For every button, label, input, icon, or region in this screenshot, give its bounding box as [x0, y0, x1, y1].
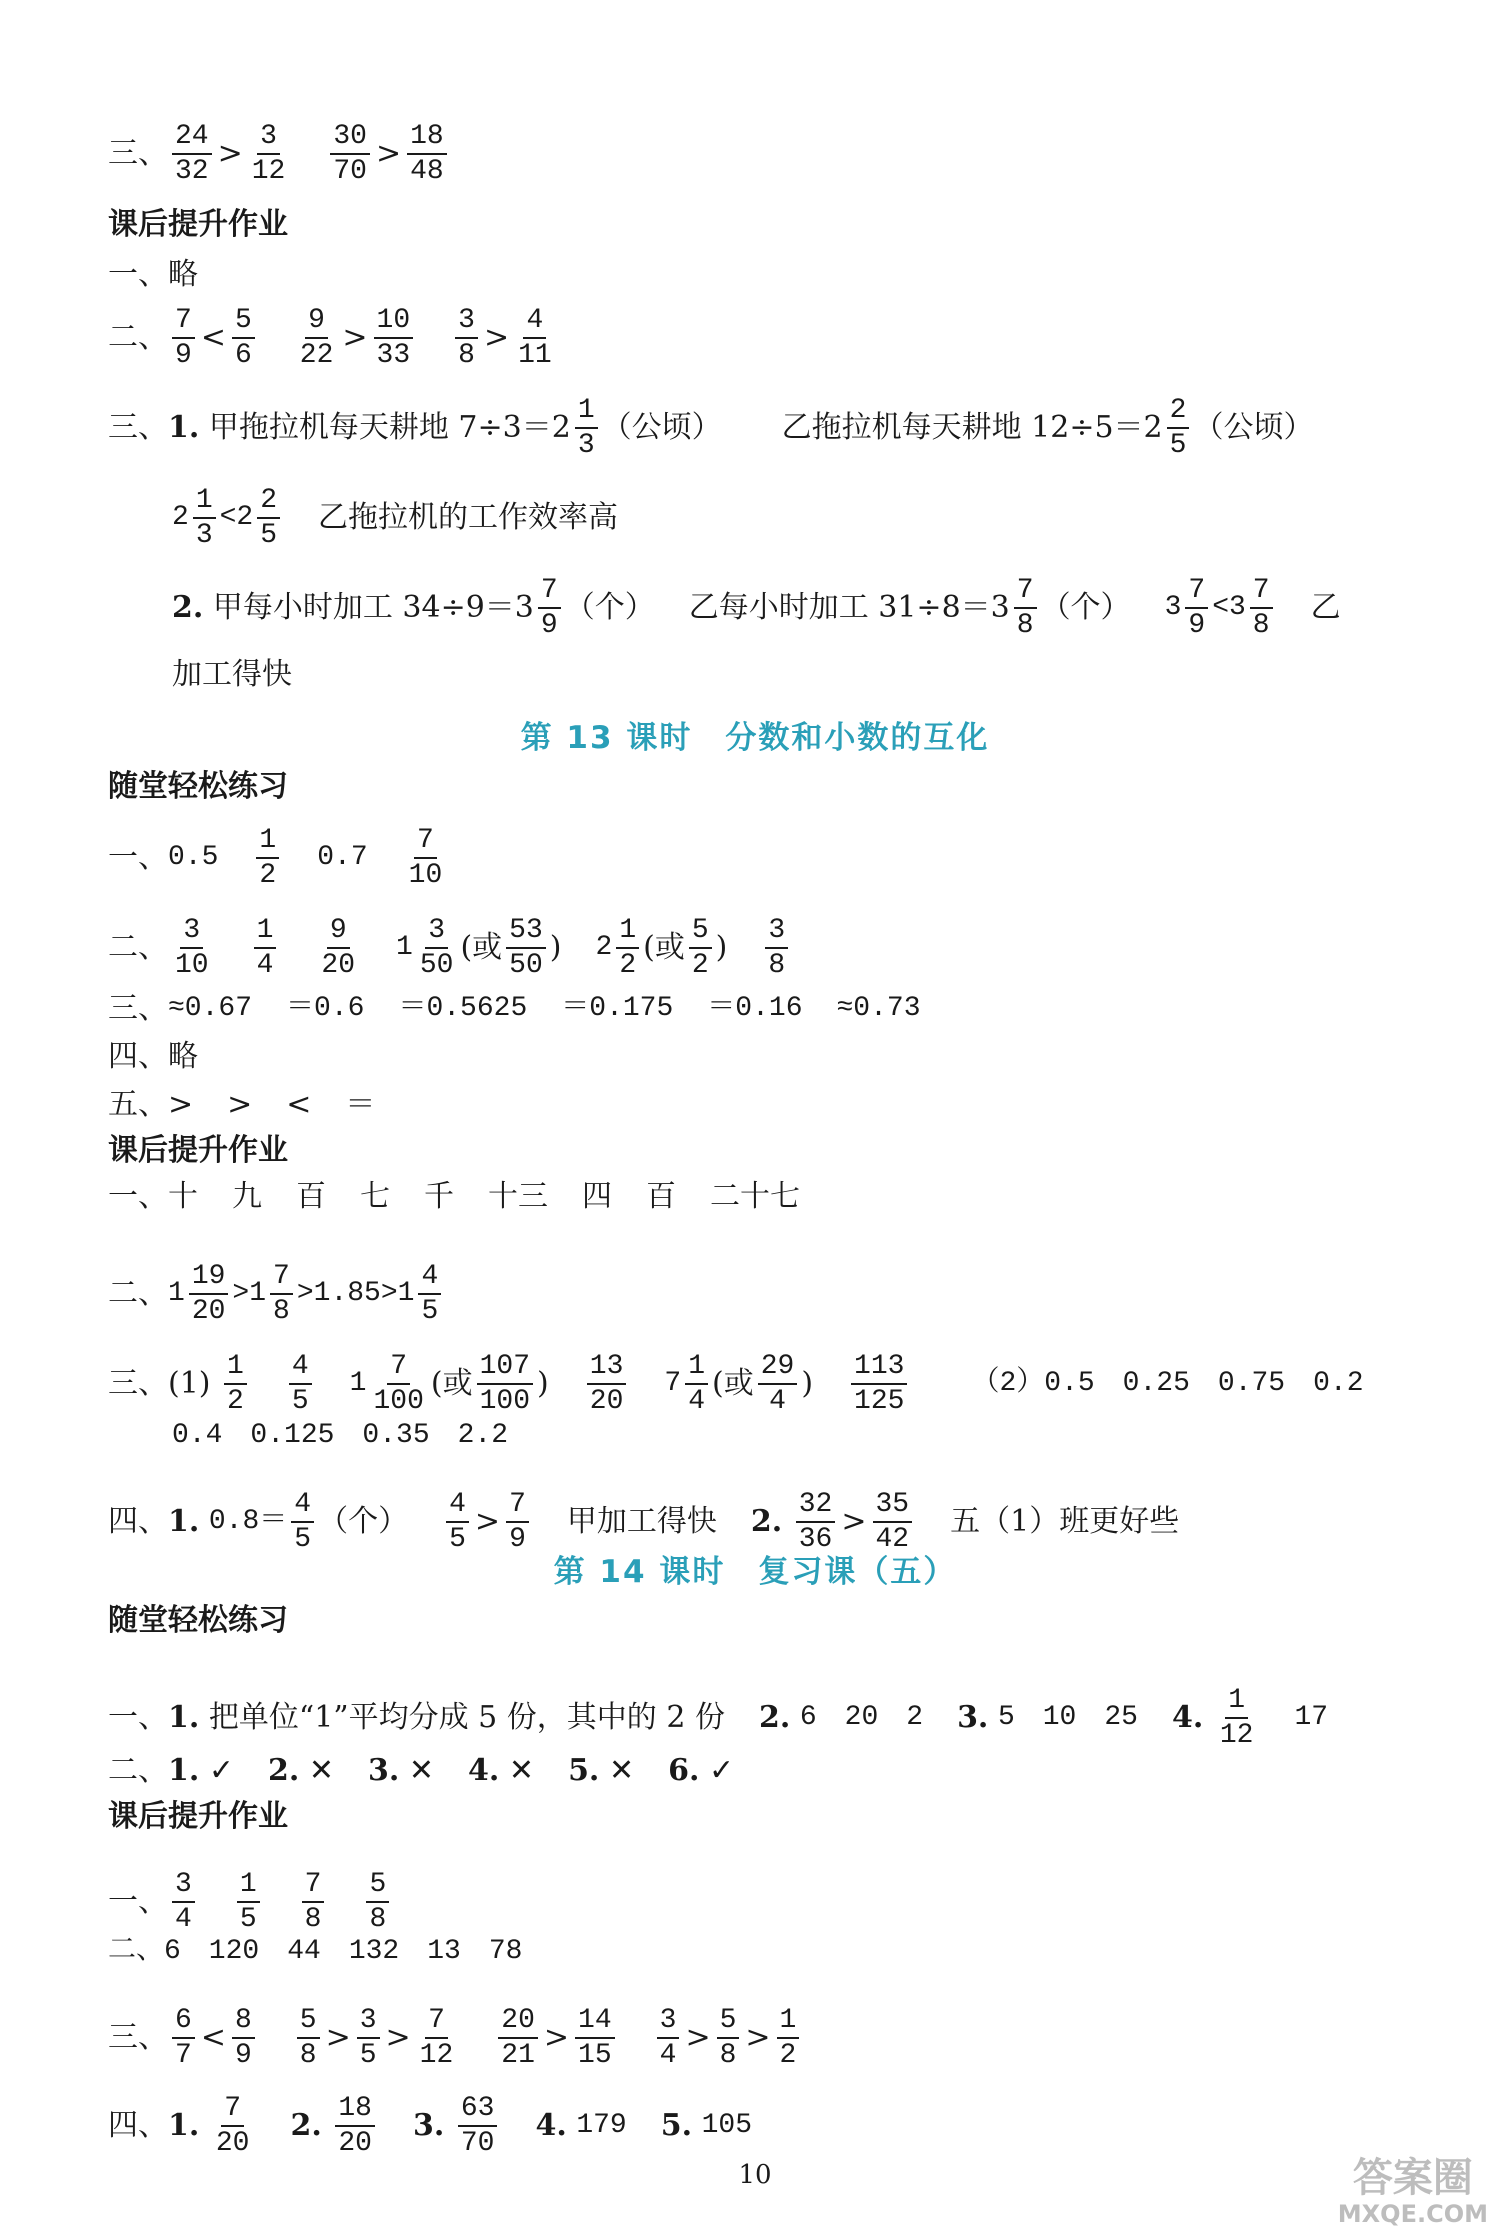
fraction: $\frac{2}{5}$	[257, 486, 280, 551]
answer-value: 十三	[488, 1179, 548, 1214]
fraction: $\frac{5}{8}$	[717, 2006, 740, 2071]
answer-line: 四、略	[108, 1039, 198, 1074]
fraction: $\frac{19}{20}$	[189, 1262, 229, 1327]
item-number: 2.	[268, 1753, 300, 1788]
fraction: $\frac{53}{50}$	[506, 916, 546, 981]
item-label: 一、	[108, 1884, 168, 1920]
item-number: 1.	[168, 2108, 200, 2144]
paren-text: )	[549, 930, 562, 966]
answer-value: 九	[232, 1179, 262, 1214]
fraction: $\frac{7}{20}$	[215, 2093, 250, 2160]
fraction: $\frac{7}{9}$	[172, 306, 195, 371]
comparison-sign: >	[217, 136, 243, 172]
answer-value: 四	[582, 1179, 612, 1214]
item-number: 5.	[660, 2108, 693, 2144]
item-number: 2.	[172, 590, 204, 626]
fraction: $\frac{14}{15}$	[575, 2006, 615, 2071]
fraction: $\frac{3}{8}$	[765, 916, 788, 981]
item-number: 3.	[412, 2108, 445, 2144]
comparison-sign: >	[342, 320, 368, 356]
comparison-sign: >	[745, 2020, 771, 2056]
fraction: $\frac{7}{8}$	[270, 1262, 293, 1327]
item-number: 1.	[168, 1753, 200, 1788]
fraction: $\frac{7}{8}$	[1250, 576, 1273, 641]
answer-text: 乙每小时加工 31÷8＝3	[688, 590, 1010, 626]
fraction: $\frac{7}{10}$	[408, 825, 443, 892]
fraction: $\frac{1}{12}$	[1219, 1685, 1254, 1752]
fraction: $\frac{3}{4}$	[172, 1870, 195, 1935]
paren-text: (或	[643, 930, 685, 966]
paren-text: )	[715, 930, 728, 966]
answer-line	[108, 916, 792, 981]
cross-mark: ✕	[408, 1753, 435, 1788]
fraction: $\frac{2}{5}$	[1167, 396, 1190, 461]
answer-line	[108, 826, 449, 891]
fraction: $\frac{5}{2}$	[689, 916, 712, 981]
fraction: $\frac{4}{5}$	[418, 1262, 441, 1327]
fraction: $\frac{5}{6}$	[232, 306, 255, 371]
fraction: $\frac{1}{2}$	[616, 916, 639, 981]
item-label: 四、	[108, 2108, 168, 2144]
whole-number: 2	[172, 502, 189, 534]
fraction: $\frac{7}{9}$	[538, 576, 561, 641]
comparison-sign: >	[685, 2020, 711, 2056]
fraction: $\frac{7}{9}$	[506, 1490, 529, 1555]
comparison-sign: >	[385, 2020, 411, 2056]
answer-value: ≈0.67	[168, 993, 253, 1024]
answer-line	[108, 1179, 800, 1214]
comparison-sign: ＝	[345, 1087, 376, 1122]
item-label: 三、	[108, 136, 168, 172]
item-number: 4.	[535, 2108, 567, 2144]
item-label: 一、	[108, 1179, 168, 1214]
fraction: $\frac{3}{8}$	[455, 306, 478, 371]
answer-value: 千	[424, 1179, 454, 1214]
comparison-sign: >	[227, 1087, 253, 1122]
section-heading: 随堂轻松练习	[108, 1603, 288, 1638]
section-heading: 课后提升作业	[108, 1133, 288, 1168]
comparison-sign: <3	[1212, 592, 1246, 624]
paren-text: (或	[712, 1366, 754, 1402]
comparison-sign: >	[375, 136, 402, 172]
item-label: 二、	[108, 1753, 168, 1788]
fraction: $\frac{29}{4}$	[758, 1352, 798, 1417]
unit-text: （公顷）	[601, 410, 722, 446]
fraction: $\frac{3}{50}$	[419, 915, 454, 982]
fraction: $\frac{18}{20}$	[335, 2094, 375, 2159]
fraction: $\frac{4}{5}$	[289, 1352, 312, 1417]
page-number: 10	[738, 2160, 772, 2190]
check-mark: ✓	[208, 1753, 235, 1788]
item-label: 三、	[108, 2020, 168, 2056]
fraction: $\frac{3}{10}$	[175, 915, 209, 982]
item-label: 五、	[108, 1087, 168, 1122]
paren-text: )	[537, 1366, 549, 1402]
lesson-title: 第 13 课时 分数和小数的互化	[520, 720, 990, 756]
fraction: $\frac{63}{70}$	[458, 2094, 498, 2159]
answer-value: ＝0.6	[286, 993, 365, 1024]
whole-number: 2	[595, 932, 613, 964]
item-label: 四、	[108, 1504, 168, 1540]
item-number: 3.	[957, 1700, 989, 1736]
fraction: $\frac{7}{8}$	[1014, 576, 1037, 641]
answer-value: 179	[576, 2110, 627, 2142]
cross-mark: ✕	[608, 1753, 635, 1788]
fraction: $\frac{4}{5}$	[291, 1490, 314, 1555]
fraction: $\frac{1}{4}$	[254, 916, 277, 981]
unit-text: （个）	[564, 590, 655, 626]
item-number: 1.	[168, 1504, 200, 1540]
answer-text: 甲拖拉机每天耕地 7÷3＝2	[208, 410, 571, 446]
answer-line	[108, 1352, 1364, 1417]
answer-value: 105	[701, 2110, 753, 2142]
whole-number: 1	[396, 932, 413, 964]
item-number: 4.	[1171, 1700, 1204, 1736]
cross-mark: ✕	[508, 1753, 535, 1788]
answer-line	[108, 1686, 1328, 1751]
fraction: $\frac{5}{8}$	[366, 1870, 389, 1935]
comparison-sign: >	[168, 1087, 194, 1122]
whole-number: 1	[349, 1368, 367, 1400]
answer-line	[108, 2006, 803, 2071]
fraction: $\frac{10}{33}$	[374, 306, 414, 371]
answer-line	[172, 576, 1341, 641]
answer-line	[108, 396, 1313, 461]
item-label: 一、	[108, 1700, 168, 1736]
answer-value: 二十七	[710, 1179, 800, 1214]
answer-value: ＝0.175	[561, 993, 674, 1024]
paren-text: (或	[430, 1366, 473, 1402]
item-label: 二、	[108, 1276, 168, 1312]
comparison-sign: >1	[232, 1278, 267, 1310]
answer-value: 0.5	[168, 842, 219, 874]
fraction: $\frac{4}{11}$	[518, 305, 552, 372]
fraction: $\frac{13}{20}$	[587, 1352, 627, 1417]
section-heading: 课后提升作业	[108, 207, 288, 242]
comparison-sign: >	[483, 320, 510, 356]
answer-value: 百	[296, 1179, 326, 1214]
unit-text: （个）	[318, 1504, 409, 1540]
fraction: $\frac{9}{20}$	[321, 915, 356, 982]
item-label: 二、	[108, 320, 168, 356]
fraction: $\frac{1}{3}$	[193, 486, 216, 551]
answer-line	[108, 1870, 393, 1935]
answer-value: ≈0.73	[836, 993, 921, 1024]
item-label: 三、	[108, 991, 168, 1026]
answer-line	[108, 1087, 376, 1122]
unit-text: （个）	[1040, 590, 1131, 626]
fraction: $\frac{30}{70}$	[330, 122, 370, 187]
answer-line	[108, 1262, 445, 1327]
whole-number: 3	[1164, 592, 1182, 624]
fraction: $\frac{1}{2}$	[256, 826, 279, 891]
watermark-site: MXQE.COM	[1337, 2200, 1488, 2228]
comparison-sign: <	[200, 2020, 226, 2056]
answer-value: 七	[360, 1179, 390, 1214]
item-label: 一、	[108, 840, 168, 876]
fraction: $\frac{18}{48}$	[407, 122, 447, 187]
whole-number: 7	[664, 1368, 682, 1400]
fraction: $\frac{3}{5}$	[357, 2006, 380, 2071]
item-number: 2.	[290, 2108, 322, 2144]
answer-text: 乙拖拉机的工作效率高	[318, 500, 619, 536]
answer-value: ＝0.5625	[398, 993, 528, 1024]
fraction: $\frac{9}{22}$	[299, 305, 334, 372]
answer-text: 乙	[1310, 590, 1341, 626]
fraction: $\frac{1}{2}$	[224, 1352, 247, 1417]
answer-text: 五（1）班更好些	[950, 1504, 1180, 1540]
fraction: $\frac{7}{100}$	[373, 1351, 424, 1418]
item-number: 1.	[168, 1700, 200, 1736]
section-heading: 随堂轻松练习	[108, 769, 288, 804]
comparison-sign: <	[200, 320, 226, 356]
whole-number: 1	[168, 1278, 185, 1310]
fraction: $\frac{8}{9}$	[232, 2006, 255, 2071]
item-label: 二、	[108, 930, 168, 966]
fraction: $\frac{7}{8}$	[302, 1870, 325, 1935]
answer-line: 0.4 0.125 0.35 2.2	[172, 1420, 509, 1451]
item-label: 三、	[108, 410, 168, 446]
comparison-sign: <	[286, 1087, 312, 1122]
fraction: $\frac{35}{42}$	[873, 1490, 913, 1555]
item-number: 3.	[368, 1753, 400, 1788]
answer-value: 0.7	[317, 842, 368, 874]
answer-value: 十	[168, 1179, 198, 1214]
fraction: $\frac{3}{12}$	[251, 121, 286, 188]
item-number: 2.	[750, 1504, 783, 1540]
comparison-sign: >	[841, 1504, 867, 1540]
answer-line	[108, 2094, 752, 2159]
fraction: $\frac{32}{36}$	[796, 1490, 836, 1555]
fraction: $\frac{1}{4}$	[685, 1352, 708, 1417]
answer-line	[108, 991, 921, 1026]
comparison-sign: <2	[219, 502, 254, 534]
fraction: $\frac{113}{125}$	[851, 1352, 907, 1417]
fraction: $\frac{4}{5}$	[446, 1490, 469, 1555]
watermark-logo: 答案圈	[1352, 2155, 1473, 2201]
fraction: $\frac{6}{7}$	[172, 2006, 195, 2071]
check-mark: ✓	[708, 1753, 735, 1788]
item-number: 2.	[758, 1700, 791, 1736]
fraction: $\frac{1}{5}$	[237, 1870, 260, 1935]
answer-text: 6 20 2	[799, 1702, 924, 1734]
answer-text: 0.8＝	[208, 1506, 288, 1538]
answer-text: 5 10 25	[997, 1702, 1138, 1734]
answer-text: 17	[1294, 1702, 1329, 1734]
fraction: $\frac{3}{4}$	[657, 2006, 680, 2071]
cross-mark: ✕	[308, 1753, 335, 1788]
answer-value: 百	[646, 1179, 676, 1214]
unit-text: （公顷）	[1193, 410, 1314, 446]
answer-text: 乙拖拉机每天耕地 12÷5＝2	[781, 410, 1163, 446]
fraction: $\frac{7}{12}$	[419, 2005, 454, 2072]
answer-value: ＝0.16	[707, 993, 803, 1024]
answer-text: 把单位“1”平均分成 5 份，其中的 2 份	[208, 1700, 725, 1736]
answer-line	[172, 486, 618, 551]
item-number: 4.	[468, 1753, 500, 1788]
comparison-sign: >	[325, 2020, 351, 2056]
watermark	[1338, 2156, 1488, 2228]
lesson-title: 第 14 课时 复习课（五）	[553, 1554, 957, 1590]
answer-text: 甲每小时加工 34÷9＝3	[212, 590, 534, 626]
fraction: $\frac{107}{100}$	[477, 1352, 533, 1417]
item-number: 1.	[168, 410, 200, 446]
section-heading: 课后提升作业	[108, 1799, 288, 1834]
comparison-sign: >	[474, 1504, 501, 1540]
item-label: 三、(1)	[108, 1366, 211, 1402]
fraction: $\frac{1}{2}$	[777, 2006, 800, 2071]
item-number: 6.	[668, 1753, 700, 1788]
fraction: $\frac{7}{9}$	[1185, 576, 1208, 641]
fraction: $\frac{5}{8}$	[297, 2006, 320, 2071]
answer-text: （2）0.5 0.25 0.75 0.2	[971, 1368, 1364, 1400]
answer-line: 一、略	[108, 257, 198, 292]
fraction: $\frac{24}{32}$	[172, 122, 212, 187]
comparison-sign: >	[543, 2020, 570, 2056]
answer-line	[108, 306, 559, 371]
fraction: $\frac{1}{3}$	[575, 396, 598, 461]
paren-text: )	[801, 1366, 814, 1402]
comparison-sign: >1.85>1	[296, 1278, 415, 1310]
answer-line	[108, 122, 451, 187]
item-number: 5.	[568, 1753, 600, 1788]
fraction: $\frac{20}{21}$	[498, 2006, 538, 2071]
answer-line	[108, 1753, 735, 1788]
answer-line: 二、6 120 44 132 13 78	[108, 1936, 523, 1967]
paren-text: (或	[460, 930, 503, 966]
answer-text: 甲加工得快	[566, 1504, 717, 1540]
answer-line: 加工得快	[172, 657, 292, 692]
